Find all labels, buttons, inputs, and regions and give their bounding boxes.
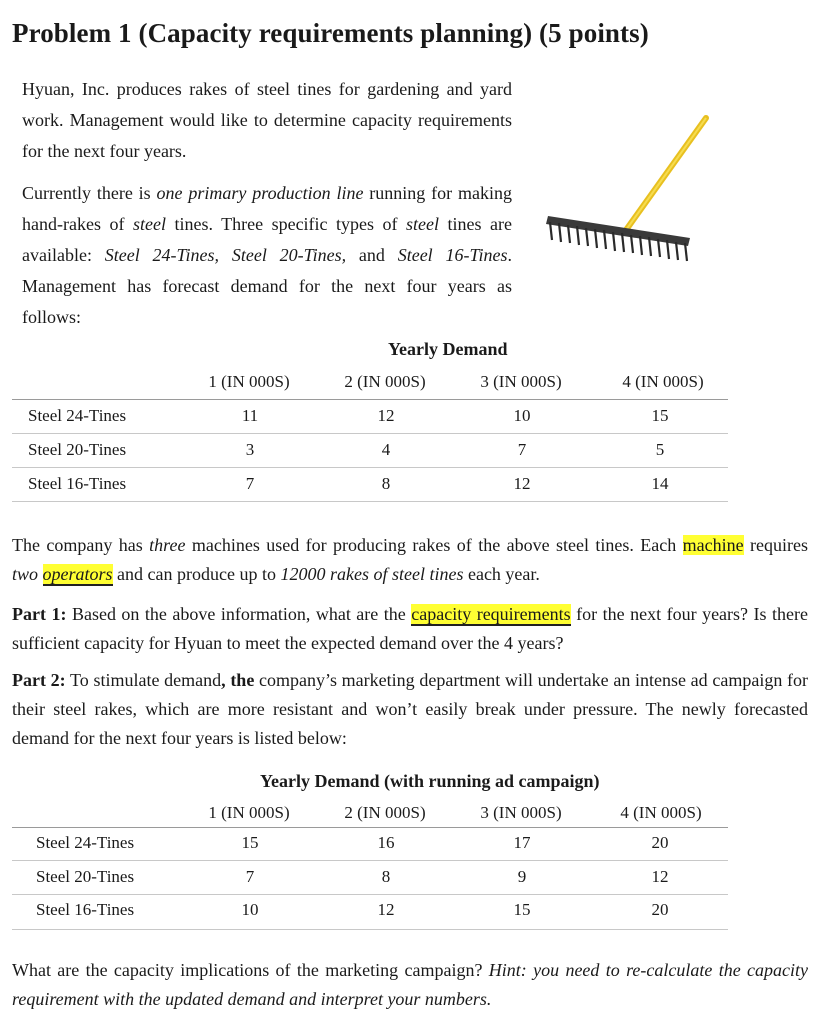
table-row <box>12 468 728 502</box>
cell-value: 5 <box>655 440 665 459</box>
cell-value: 20 <box>651 833 669 852</box>
cell-value: 12 <box>651 867 669 886</box>
cell-value: 17 <box>513 833 531 852</box>
cell-value: 15 <box>241 833 259 852</box>
cell-value: 7 <box>245 867 255 886</box>
cell-value: 15 <box>513 900 531 919</box>
cell-value: 8 <box>381 474 391 493</box>
intro-text <box>22 74 512 344</box>
problem-title: Problem 1 (Capacity requirements planning) (5 points) <box>12 18 649 48</box>
machines-paragraph: The company has three machines used for producing rakes of the above steel tines. Each machine requires two operators and can produce up to 12000 rakes of steel tines each year. <box>12 535 808 584</box>
table-row <box>12 434 728 468</box>
table1-header-year3: 3 (IN 000S) <box>480 372 562 391</box>
table-row <box>12 894 728 928</box>
table-row <box>12 400 728 434</box>
part2-paragraph: Part 2: To stimulate demand, the company’s marketing department will undertake an intense ad campaign for their steel rakes, which are more resistant and won’t easily break under pressure. The newly forecasted demand for the next four years is listed below: <box>12 670 808 748</box>
cell-value: 12 <box>377 406 395 425</box>
highlight-capacity-requirements: capacity requirements <box>411 604 571 624</box>
cell-value: 16 <box>377 833 395 852</box>
part1-label: Part 1: <box>12 604 67 624</box>
cell-value: 20 <box>651 900 669 919</box>
cell-value: 14 <box>651 474 669 493</box>
row-label: Steel 16-Tines <box>36 900 135 919</box>
cell-value: 12 <box>513 474 531 493</box>
highlight-machine: machine <box>682 535 744 555</box>
cell-value: 7 <box>517 440 527 459</box>
table1-header-year4: 4 (IN 000S) <box>622 372 704 391</box>
garden-rake-icon <box>540 112 710 262</box>
table2-header-year1: 1 (IN 000S) <box>208 803 290 822</box>
demand-table <box>12 372 728 502</box>
cell-value: 7 <box>245 474 255 493</box>
table1-title: Yearly Demand <box>388 339 508 359</box>
table2-header-year4: 4 (IN 000S) <box>620 803 702 822</box>
intro-paragraph-1: Hyuan, Inc. produces rakes of steel tines for gardening and yard work. Management would like to determine capacity requirements for the next four years. <box>22 79 512 161</box>
cell-value: 10 <box>241 900 259 919</box>
highlight-operators: operators <box>42 564 113 584</box>
row-label: Steel 24-Tines <box>28 406 127 425</box>
row-divider <box>12 501 728 502</box>
cell-value: 4 <box>381 440 391 459</box>
row-divider <box>12 929 728 930</box>
part1-paragraph: Part 1: Based on the above information, what are the capacity requirements for the next four years? Is there sufficient capacity for Hyuan to meet the expected demand over the 4 years? <box>12 604 808 653</box>
final-question: What are the capacity implications of the marketing campaign? Hint: you need to re-calculate the capacity requirement with the updated demand and interpret your numbers. <box>12 960 808 1009</box>
table1-header-year1: 1 (IN 000S) <box>208 372 290 391</box>
table-row <box>12 861 728 895</box>
cell-value: 11 <box>241 406 259 425</box>
cell-value: 3 <box>245 440 255 459</box>
row-label: Steel 20-Tines <box>36 867 135 886</box>
cell-value: 8 <box>381 867 391 886</box>
row-label: Steel 20-Tines <box>28 440 127 459</box>
table1-header-year2: 2 (IN 000S) <box>344 372 426 391</box>
hint-text: Hint: you need to re-calculate the capacity requirement with the updated demand and interpret your numbers. <box>12 960 808 1009</box>
part2-label: Part 2: <box>12 670 66 690</box>
cell-value: 9 <box>517 867 527 886</box>
cell-value: 12 <box>377 900 395 919</box>
row-label: Steel 24-Tines <box>36 833 135 852</box>
table2-title: Yearly Demand (with running ad campaign) <box>260 771 600 791</box>
ad-demand-table <box>12 803 728 930</box>
table-row <box>12 827 728 861</box>
cell-value: 10 <box>513 406 531 425</box>
table2-header-year2: 2 (IN 000S) <box>344 803 426 822</box>
table2-header-year3: 3 (IN 000S) <box>480 803 562 822</box>
row-label: Steel 16-Tines <box>28 474 127 493</box>
cell-value: 15 <box>651 406 669 425</box>
intro-paragraph-2: Currently there is one primary production line running for making hand-rakes of steel tines. Three specific types of steel tines are available: Steel 24-Tines, Steel 20-Tines, and Steel 16-Tines. Management has forecast demand for the next four years as follows: <box>22 183 512 327</box>
